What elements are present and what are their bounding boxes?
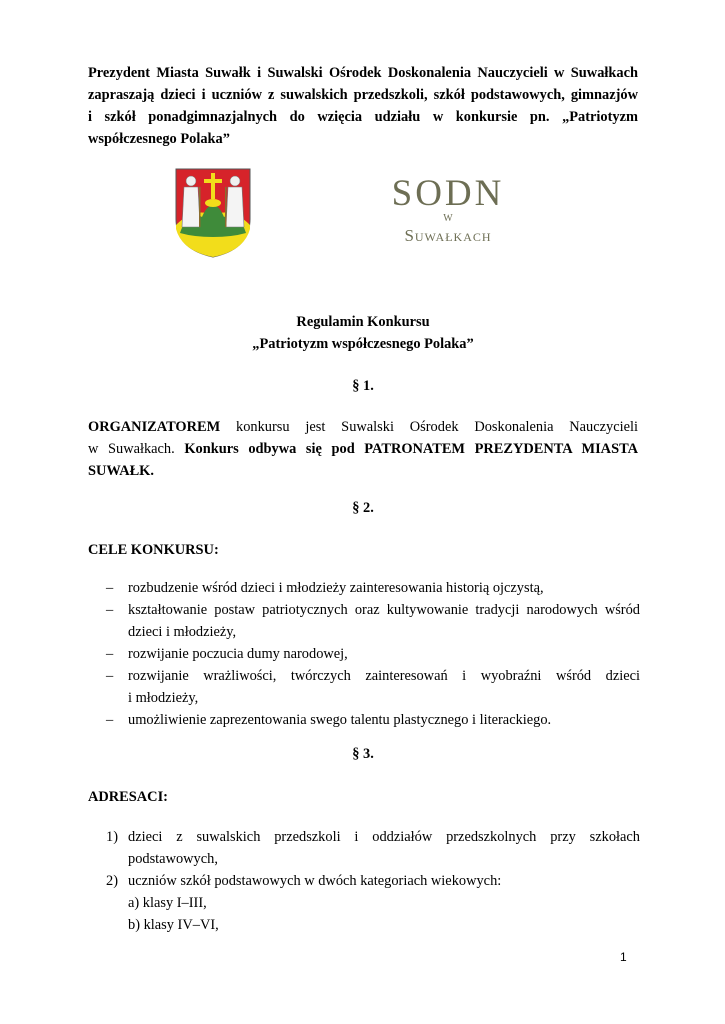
section-1-paragraph	[88, 416, 638, 482]
regulation-subtitle: „Patriotyzm współczesnego Polaka”	[252, 336, 474, 352]
organizer-text: konkursu jest Suwalski Ośrodek Doskonalenia Nauczycieli	[236, 419, 638, 435]
organizer-city: w Suwałkach.	[88, 441, 175, 457]
sub-list-item: a) klasy I–III,	[128, 895, 207, 911]
dash-bullet: –	[106, 602, 114, 618]
page-number: 1	[620, 950, 627, 964]
list-item-text: rozbudzenie wśród dzieci i młodzieży zainteresowania historią ojczystą,	[128, 580, 544, 596]
section-3-heading: ADRESACI:	[88, 789, 168, 805]
list-item-text: rozwijanie wrażliwości, twórczych zainteresowań i wyobraźni wśród dzieci	[128, 668, 640, 684]
intro-paragraph	[88, 62, 638, 150]
sodn-logo-main-text: SODN	[391, 173, 505, 214]
section-2-heading: CELE KONKURSU:	[88, 542, 219, 558]
list-item	[88, 643, 640, 665]
list-item-text: uczniów szkół podstawowych w dwóch kategoriach wiekowych:	[128, 873, 502, 889]
sub-list	[88, 892, 640, 936]
list-item	[88, 599, 640, 643]
intro-line: współczesnego Polaka”	[88, 131, 230, 147]
list-item	[88, 870, 640, 892]
list-item-text: dzieci i młodzieży,	[128, 624, 237, 640]
list-item	[88, 709, 640, 731]
list-number: 2)	[106, 873, 118, 889]
list-item-text: podstawowych,	[128, 851, 218, 867]
goals-list	[88, 577, 640, 731]
organizer-label: ORGANIZATOREM	[88, 419, 221, 435]
section-2-mark: § 2.	[352, 500, 374, 516]
patronage-city: SUWAŁK.	[88, 463, 154, 479]
intro-line: i szkół ponadgimnazjalnych do wzięcia udziału w konkursie pn. „Patriotyzm	[88, 109, 638, 125]
section-1-line-2	[88, 438, 638, 460]
list-item-text: umożliwienie zaprezentowania swego talentu plastycznego i literackiego.	[128, 712, 552, 728]
intro-line: Prezydent Miasta Suwałk i Suwalski Ośrodek Doskonalenia Nauczycieli w Suwałkach	[88, 65, 638, 81]
section-1-line-1	[88, 416, 638, 438]
list-item-text: kształtowanie postaw patriotycznych oraz kultywowanie tradycji narodowych wśród	[128, 602, 640, 618]
dash-bullet: –	[106, 646, 114, 662]
suwalki-coat-of-arms-logo	[174, 167, 252, 259]
list-item-text: dzieci z suwalskich przedszkoli i oddziałów przedszkolnych przy szkołach	[128, 829, 640, 845]
list-item	[88, 826, 640, 870]
sub-list-item: b) klasy IV–VI,	[128, 917, 219, 933]
section-3-mark: § 3.	[352, 746, 374, 762]
dash-bullet: –	[106, 668, 114, 684]
list-number: 1)	[106, 829, 118, 845]
sodn-logo-w-text: W	[443, 213, 453, 224]
dash-bullet: –	[106, 712, 114, 728]
addressees-list	[88, 826, 640, 936]
list-item-text: rozwijanie poczucia dumy narodowej,	[128, 646, 348, 662]
list-item	[88, 577, 640, 599]
list-item-text: i młodzieży,	[128, 690, 199, 706]
intro-line: zapraszają dzieci i uczniów z suwalskich przedszkoli, szkół podstawowych, gimnazjów	[88, 87, 638, 103]
sodn-logo-city-text: Suwałkach	[404, 226, 492, 245]
patronage-text: Konkurs odbywa się pod PATRONATEM PREZYDENTA MIASTA	[184, 441, 638, 457]
regulation-title: Regulamin Konkursu	[296, 314, 430, 330]
dash-bullet: –	[106, 580, 114, 596]
sodn-logo	[388, 172, 508, 254]
section-1-mark: § 1.	[352, 378, 374, 394]
list-item	[88, 665, 640, 709]
